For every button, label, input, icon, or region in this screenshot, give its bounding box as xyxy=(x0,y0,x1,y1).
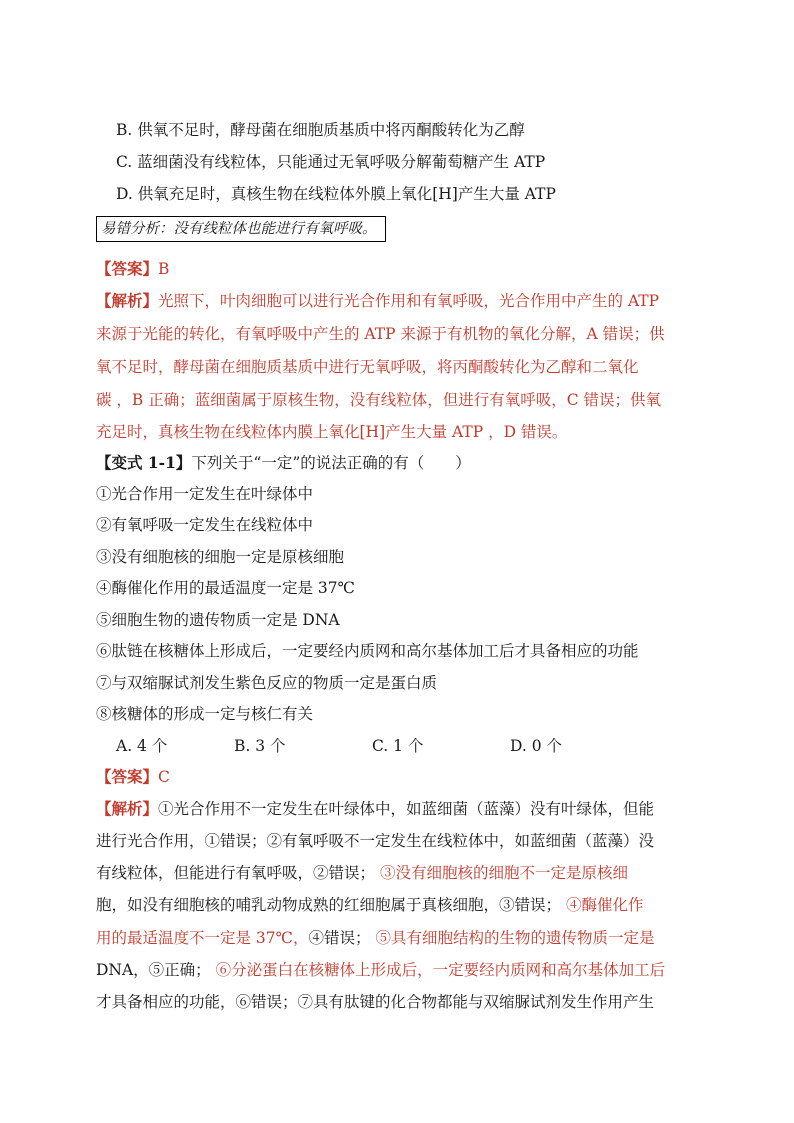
answer-value: B xyxy=(158,260,170,278)
analysis-line: 用的最适温度不一定是 37℃，④错误； ⑤具有细胞结构的生物的遗传物质一定是 xyxy=(96,929,655,947)
answer-label: 【答案】 xyxy=(96,259,159,278)
option-c: C. 蓝细菌没有线粒体，只能通过无氧呼吸分解葡萄糖产生 ATP xyxy=(116,153,546,171)
statement-item: ③没有细胞核的细胞一定是原核细胞 xyxy=(96,548,345,566)
error-analysis-box: 易错分析：没有线粒体也能进行有氧呼吸。 xyxy=(96,216,386,242)
analysis-label: 【解析】 xyxy=(96,291,159,310)
statement-item: ⑧核糖体的形成一定与核仁有关 xyxy=(96,705,314,723)
statement-item: ⑦与双缩脲试剂发生紫色反应的物质一定是蛋白质 xyxy=(96,674,438,692)
variant-label: 【变式 1-1】 xyxy=(96,453,192,472)
option-d: D. 供氧充足时，真核生物在线粒体外膜上氧化[H]产生大量 ATP xyxy=(116,185,556,203)
statement-item: ⑤细胞生物的遗传物质一定是 DNA xyxy=(96,611,340,629)
option-a: A. 4 个 xyxy=(116,737,168,755)
analysis-line: 氧不足时，酵母菌在细胞质基质中进行无氧呼吸，将丙酮酸转化为乙醇和二氧化 xyxy=(96,358,639,376)
analysis-label: 【解析】 xyxy=(96,799,159,818)
analysis-line: 【解析】光照下，叶肉细胞可以进行光合作用和有氧呼吸，光合作用中产生的 ATP xyxy=(96,291,660,310)
statement-item: ①光合作用一定发生在叶绿体中 xyxy=(96,485,314,503)
option-d: D. 0 个 xyxy=(510,737,563,755)
option-b: B. 3 个 xyxy=(234,737,286,755)
analysis-line: DNA，⑤正确； ⑥分泌蛋白在核糖体上形成后，一定要经内质网和高尔基体加工后 xyxy=(96,961,666,979)
statement-item: ⑥肽链在核糖体上形成后，一定要经内质网和高尔基体加工后才具备相应的功能 xyxy=(96,642,639,660)
variant-question-stem: 【变式 1-1】下列关于“一定”的说法正确的有（ ） xyxy=(96,453,471,472)
analysis-line: 【解析】①光合作用不一定发生在叶绿体中，如蓝细菌（蓝藻）没有叶绿体，但能 xyxy=(96,799,655,818)
analysis-line: 进行光合作用，①错误；②有氧呼吸不一定发生在线粒体中，如蓝细菌（蓝藻）没 xyxy=(96,832,655,850)
answer-value: C xyxy=(158,768,170,786)
answer-row xyxy=(96,259,169,279)
analysis-line: 来源于光能的转化，有氧呼吸中产生的 ATP 来源于有机物的氧化分解，A 错误；供 xyxy=(96,325,665,343)
statement-item: ②有氧呼吸一定发生在线粒体中 xyxy=(96,516,314,534)
analysis-line: 有线粒体，但能进行有氧呼吸，②错误； ③没有细胞核的细胞不一定是原核细 xyxy=(96,864,628,882)
analysis-line: 胞，如没有细胞核的哺乳动物成熟的红细胞属于真核细胞，③错误； ④酶催化作 xyxy=(96,896,644,914)
statement-item: ④酶催化作用的最适温度一定是 37℃ xyxy=(96,579,355,597)
answer-row xyxy=(96,767,170,787)
analysis-line: 充足时，真核生物在线粒体内膜上氧化[H]产生大量 ATP ，D 错误。 xyxy=(96,423,568,441)
option-c: C. 1 个 xyxy=(372,737,424,755)
option-b: B. 供氧不足时，酵母菌在细胞质基质中将丙酮酸转化为乙醇 xyxy=(116,121,525,139)
analysis-line: 才具备相应的功能，⑥错误；⑦具有肽键的化合物都能与双缩脲试剂发生作用产生 xyxy=(96,993,655,1011)
answer-label: 【答案】 xyxy=(96,767,159,786)
analysis-line: 碳 ，B 正确；蓝细菌属于原核生物，没有线粒体，但进行有氧呼吸，C 错误；供氧 xyxy=(96,391,662,409)
